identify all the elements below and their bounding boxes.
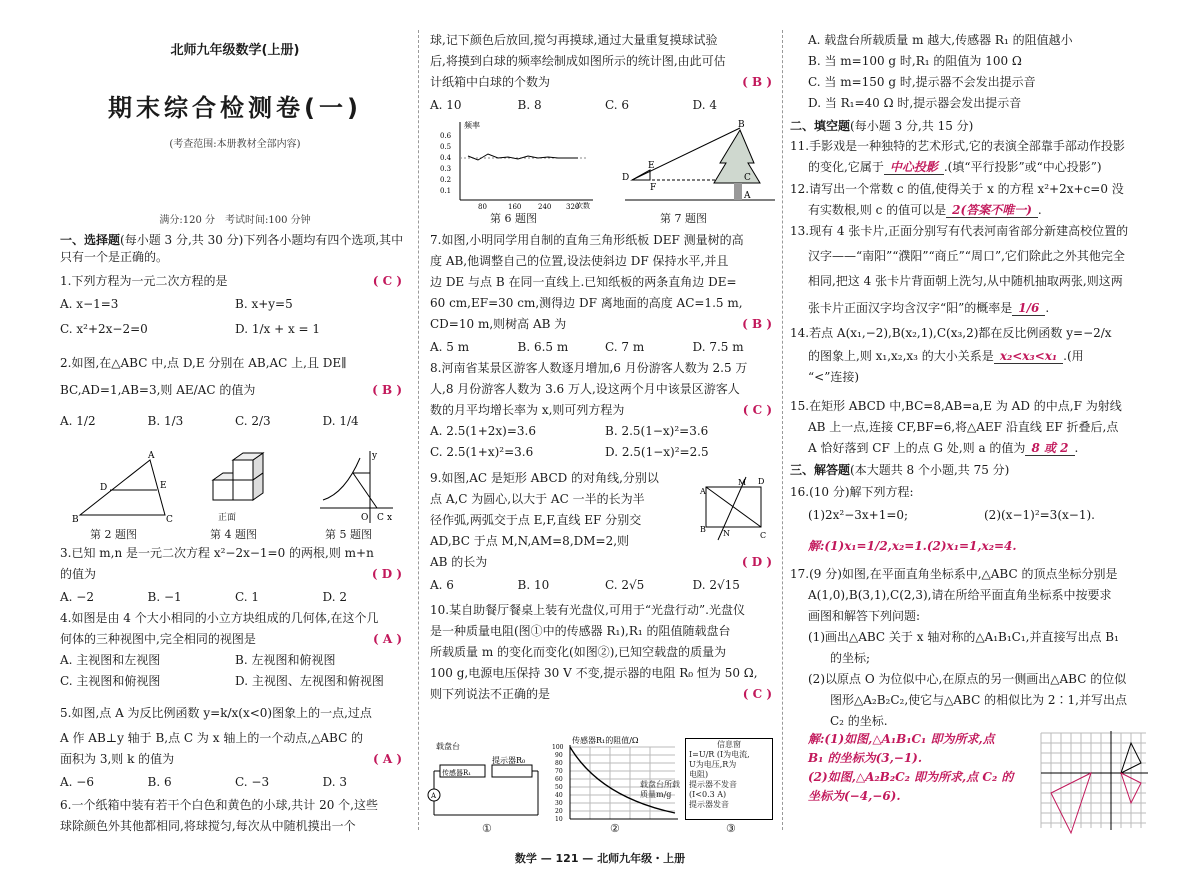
q6-ylabel: 频率 (464, 121, 480, 130)
fig10-3-caption: ③ (726, 822, 736, 835)
page-footer: 数学 — 121 — 北师九年级・上册 (514, 852, 686, 865)
q11-answer: 中心投影 (884, 160, 944, 175)
section-fill-heading: 二、填空题(每小题 3 分,共 15 分) (790, 119, 974, 133)
q15-answer: 8 或 2 (1025, 441, 1074, 456)
question-5: 5.如图,点 A 为反比例函数 y=k/x(x<0)图象上的一点,过点 A 作 AB⊥y 轴于 B,点 C 为 x 轴上的一个动点,△ABC 的 面积为 3,则 k 的值为 ( A ) A. −6 B. 6 C. −3 D. 3 (60, 706, 402, 789)
exam-title: 期末综合检测卷(一) (108, 94, 362, 122)
q2-triangle-figure (70, 450, 180, 525)
q1-options: A. x−1=3 B. x+y=5 (60, 297, 293, 311)
svg-text:30: 30 (555, 800, 563, 807)
svg-text:F: F (650, 183, 657, 193)
svg-text:10: 10 (555, 816, 563, 823)
q12-answer: 2(答案不唯一) (946, 203, 1038, 218)
q5-hyperbola-figure (315, 448, 395, 526)
svg-text:40: 40 (555, 792, 563, 799)
svg-text:O: O (361, 513, 369, 523)
svg-text:50: 50 (555, 784, 563, 791)
question-3: 3.已知 m,n 是一元二次方程 x²−2x−1=0 的两根,则 m+n 的值为 ( D ) A. −2 B. −1 C. 1 D. 2 (60, 546, 402, 604)
question-6-start: 6.一个纸箱中装有若干个白色和黄色的小球,共计 20 个,这些 球除颜色外其他都相同,将球搅匀,每次从中随机摸出一个 (60, 798, 378, 833)
svg-text:x: x (387, 513, 393, 523)
svg-text:A: A (148, 451, 155, 461)
q16-solution: 解:(1)x₁=1/2,x₂=1.(2)x₁=1,x₂=4. (808, 539, 1017, 553)
svg-text:D: D (758, 477, 765, 486)
question-2: 2.如图,在△ABC 中,点 D,E 分别在 AB,AC 上,且 DE∥ BC,AD=1,AB=3,则 AE/AC 的值为 ( B ) A. 1/2 B. 1/3 C. 2/3 D. 1/4 (60, 355, 410, 430)
svg-text:0.5: 0.5 (440, 143, 452, 151)
q2-options: A. 1/2 B. 1/3 C. 2/3 D. 1/4 (60, 414, 359, 428)
svg-text:A: A (431, 792, 437, 800)
section-solve-heading: 三、解答题(本大题共 8 个小题,共 75 分) (790, 463, 1010, 477)
svg-text:0.4: 0.4 (440, 154, 452, 162)
question-9: 9.如图,AC 是矩形 ABCD 的对角线,分别以 点 A,C 为圆心,以大于 AC 一半的长为半 径作弧,两弧交于点 E,F,直线 EF 分别交 AD,BC 于点 M,N,AM=8,DM=2,则 AB 的长为 ( D ) A. 6 B. 10 C. 2√5 D. 2√15 (430, 471, 772, 592)
section-choice-heading: 一、选择题(每小题 3 分,共 30 分)下列各小题均有四个选项,其中只有一个是正确的。 (60, 233, 404, 264)
book-title: 北师九年级数学(上册) (170, 43, 300, 58)
question-11: 11.手影戏是一种独特的艺术形式,它的表演全部靠手部动作投影 的变化,它属于 中心投影 .(填“平行投影”或“中心投影”) (790, 139, 1125, 174)
svg-text:E: E (160, 481, 167, 491)
question-13: 13.现有 4 张卡片,正面分别写有代表河南省部分新建高校位置的 汉字——“南阳”“濮阳”“商丘”“周口”,它们除此之外其他完全 相同,把这 4 张卡片背面朝上洗匀,从中随机抽取两张,则这两 张卡片正面汉字均含汉字“阳”的概率是 1/6 . (790, 224, 1129, 315)
q6-frequency-chart (438, 118, 598, 210)
svg-text:C: C (744, 173, 751, 183)
svg-text:0.1: 0.1 (440, 187, 452, 195)
svg-text:A: A (744, 191, 751, 201)
svg-text:20: 20 (555, 808, 563, 815)
svg-text:0.6: 0.6 (440, 132, 452, 140)
fig4-front-label: 正面 (218, 513, 237, 523)
question-14: 14.若点 A(x₁,−2),B(x₂,1),C(x₃,2)都在反比例函数 y=−2/x 的图象上,则 x₁,x₂,x₃ 的大小关系是 x₂<x₃<x₁ .(用 “<”连接) (790, 326, 1112, 384)
column-divider (418, 30, 419, 830)
fig6-caption: 第 6 题图 (490, 212, 537, 225)
svg-text:A: A (700, 487, 706, 496)
svg-text:90: 90 (555, 752, 563, 759)
q10-circuit-figure (432, 735, 547, 830)
fig10-2-caption: ② (610, 822, 620, 835)
fig7-caption: 第 7 题图 (660, 212, 707, 225)
svg-text:100: 100 (552, 744, 564, 751)
svg-text:E: E (648, 161, 655, 171)
svg-text:B: B (72, 515, 79, 525)
fig10-2-xlabel: 载盘台所载质量m/g (640, 780, 680, 799)
q6-xlabel: 次数 (576, 202, 590, 210)
q6-yticks (440, 132, 452, 195)
question-15: 15.在矩形 ABCD 中,BC=8,AB=a,E 为 AD 的中点,F 为射线 AB 上一点,连接 CF,BF=6,将△AEF 沿直线 EF 折叠后,点 A 恰好落到 CF 上的点 G 处,则 a 的值为 8 或 2 . (790, 399, 1122, 455)
svg-text:D: D (100, 483, 108, 493)
question-16: 16.(10 分)解下列方程: (1)2x²−3x+1=0; (2)(x−1)²=3(x−1). 解:(1)x₁=1/2,x₂=1.(2)x₁=1,x₂=4. (790, 484, 1160, 555)
svg-text:传感器R₁的阻值/Ω: 传感器R₁的阻值/Ω (572, 736, 639, 745)
q13-answer: 1/6 (1012, 301, 1045, 316)
fig2-caption: 第 2 题图 (90, 528, 137, 541)
question-6-cont: 球,记下颜色后放回,搅匀再摸球,通过大量重复摸球试验 后,将摸到白球的频率绘制成如图所示的统计图,由此可估 计纸箱中白球的个数为 ( B ) A. 10 B. 8 C. 6 D. 4 (430, 33, 772, 112)
question-10-options: A. 载盘台所载质量 m 越大,传感器 R₁ 的阻值越小 B. 当 m=100 g 时,R₁ 的阻值为 100 Ω C. 当 m=150 g 时,提示器不会发出提示音 D. 当 R₁=40 Ω 时,提示器会发出提示音 (808, 33, 1073, 110)
svg-text:N: N (723, 529, 730, 538)
q4-cubes-figure (205, 450, 275, 525)
svg-text:0.3: 0.3 (440, 165, 452, 173)
q14-answer: x₂<x₃<x₁ (994, 349, 1063, 364)
svg-text:80: 80 (478, 203, 487, 211)
column-divider (782, 30, 783, 830)
svg-text:C: C (377, 513, 384, 523)
fig5-caption: 第 5 题图 (325, 528, 372, 541)
q17-solution: 解:(1)如图,△A₁B₁C₁ 即为所求,点 B₁ 的坐标为(3,−1). (2)如图,△A₂B₂C₂ 即为所求,点 C₂ 的 坐标为(−4,−6). (808, 732, 1014, 803)
svg-text:160: 160 (508, 203, 522, 211)
svg-text:传感器R₁: 传感器R₁ (442, 769, 472, 777)
question-17: 17.(9 分)如图,在平面直角坐标系中,△ABC 的顶点坐标分别是 A(1,0),B(3,1),C(2,3),请在所给平面直角坐标系中按要求 画图和解答下列问题: (1)画出△ABC 关于 x 轴对称的△A₁B₁C₁,并直接写出点 B₁ 的坐标; (2)以原点 O 为位似中心,在原点的另一侧画出△ABC 的位似 图形△A₂B₂C₂,使它与△ABC 的相似比为 2∶1,并写出点 C₂ 的坐标. (790, 567, 1127, 728)
svg-text:y: y (372, 451, 378, 461)
fig4-caption: 第 4 题图 (210, 528, 257, 541)
q7-tree-figure (620, 118, 780, 210)
question-7: 7.如图,小明同学用自制的直角三角形纸板 DEF 测量树的高 度 AB,他调整自己的位置,设法使斜边 DF 保持水平,并且 边 DE 与点 B 在同一直线上.已知纸板的两条直角边 DE= 60 cm,EF=30 cm,测得边 DF 离地面的高度 AC=1.5 m, CD=10 m,则树高 AB 为 ( B ) A. 5 m B. 6.5 m C. 7 m D. 7.5 m (430, 233, 772, 354)
svg-text:载盘台: 载盘台 (436, 742, 460, 751)
svg-text:60: 60 (555, 776, 563, 783)
svg-text:提示器R₀: 提示器R₀ (492, 756, 526, 765)
svg-text:B: B (700, 525, 706, 534)
question-1: 1.下列方程为一元二次方程的是 ( C ) A. x−1=3 B. x+y=5 C. x²+2x−2=0 D. 1/x + x = 1 (60, 273, 410, 338)
svg-text:0.2: 0.2 (440, 176, 452, 184)
q10-info-window: 信息窗 I=U/R (I为电流, U为电压,R为 电阻) 提示器不发音 (I<0.3 A) 提示器发音 (685, 738, 773, 820)
question-12: 12.请写出一个常数 c 的值,使得关于 x 的方程 x²+2x+c=0 没 有实数根,则 c 的值可以是 2(答案不唯一) . (790, 182, 1124, 217)
svg-text:320: 320 (566, 203, 580, 211)
svg-text:D: D (622, 173, 630, 183)
question-4: 4.如图是由 4 个大小相同的小立方块组成的几何体,在这个几 何体的三种视图中,完全相同的视图是 ( A ) A. 主视图和左视图 B. 左视图和俯视图 C. 主视图和俯视图 D. 主视图、左视图和俯视图 (60, 611, 402, 688)
question-10: 10.某自助餐厅餐桌上装有光盘仪,可用于“光盘行动”.光盘仪 是一种质量电阻(图①中的传感器 R₁),R₁ 的阻值随载盘台 所载质量 m 的变化而变化(如图②),已知空载盘的质量为 100 g,电源电压保持 30 V 不变,提示器的电阻 R₀ 恒为 50 Ω, 则下列说法不正确的是 ( C ) (430, 603, 772, 701)
exam-scope: (考查范围:本册教材全部内容) (169, 139, 301, 150)
exam-meta: 满分:120 分 考试时间:100 分钟 (159, 215, 311, 226)
svg-text:80: 80 (555, 760, 563, 767)
question-8: 8.河南省某景区游客人数逐月增加,6 月份游客人数为 2.5 万 人,8 月份游客人数为 3.6 万人,设这两个月中该景区游客人 数的月平均增长率为 x,则可列方程为 ( C ) A. 2.5(1+2x)=3.6 B. 2.5(1−x)²=3.6 C. 2.5(1+x)²=3.6 D. 2.5(1−x)²=2.5 (430, 361, 772, 459)
svg-text:240: 240 (538, 203, 552, 211)
fig10-1-caption: ① (482, 822, 492, 835)
svg-text:C: C (760, 531, 767, 540)
svg-text:B: B (738, 120, 745, 130)
q17-coordinate-grid (1036, 728, 1151, 833)
q9-rectangle-figure (698, 472, 768, 547)
svg-text:M: M (738, 478, 747, 487)
svg-text:70: 70 (555, 768, 563, 775)
svg-text:C: C (166, 515, 173, 525)
